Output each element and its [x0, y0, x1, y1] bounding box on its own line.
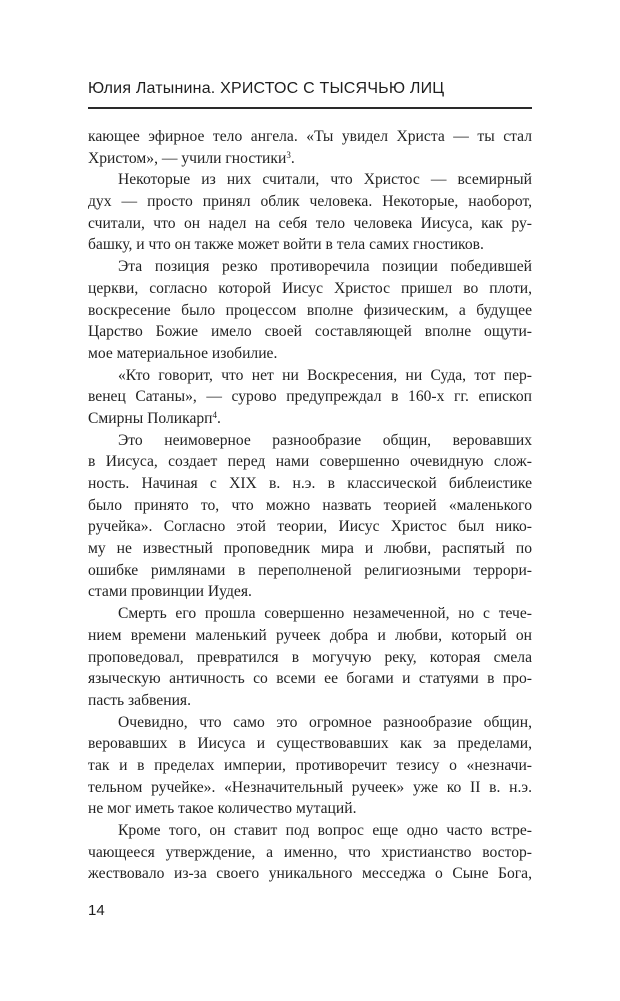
trailing-punctuation: .: [290, 149, 295, 167]
text-line-content: Кроме того, он ставит под вопрос еще одно часто встре-: [118, 822, 532, 839]
text-line: [88, 191, 532, 213]
text-line-content: в Иисуса, создает перед нами совершенно очевидную слож-: [88, 453, 532, 471]
text-line-content: мое материальное изобилие.: [88, 344, 278, 362]
text-line-content: Смерть его прошла совершенно незамеченной, но с тече-: [118, 605, 532, 623]
text-line: [88, 256, 532, 278]
text-line: [88, 842, 532, 864]
body-text: [88, 126, 532, 885]
text-line: [88, 278, 532, 300]
text-line: [88, 386, 532, 408]
text-line-content: дух — просто принял облик человека. Некоторые, наоборот,: [88, 193, 532, 211]
text-line: [88, 863, 532, 885]
text-line-content: не мог иметь такое количество мутаций.: [88, 800, 357, 818]
text-line: [88, 733, 532, 755]
text-line-content: чающееся утверждение, а именно, что христианство востор-: [88, 843, 532, 861]
text-line-content: проповедовал, превратился в могучую реку, которая смела: [88, 648, 532, 666]
text-line-content: нием времени маленький ручеек добра и любви, который он: [88, 626, 532, 644]
text-line-content: языческую античность со всеми ее богами и статуями в про-: [88, 670, 532, 688]
text-line: [88, 581, 532, 603]
text-line-content: воскресение было процессом вполне физическим, а будущее: [88, 301, 532, 319]
text-line: [88, 625, 532, 647]
text-line: [88, 148, 532, 170]
text-line-content: ручейка». Согласно этой теории, Иисус Христос был нико-: [88, 518, 532, 536]
text-line-content: Христом», — учили гностики: [88, 149, 287, 167]
text-line-content: пасть забвения.: [88, 691, 191, 709]
text-line: [88, 408, 532, 430]
text-line-content: считали, что он надел на себя тело человека Иисуса, как ру-: [88, 214, 532, 232]
text-line-content: так и в пределах империи, противоречит тезису о «незначи-: [88, 756, 532, 774]
text-line-content: веровавших в Иисуса и существовавших как за пределами,: [88, 735, 532, 753]
text-line: [88, 300, 532, 322]
text-line-content: Очевидно, что само это огромное разнообразие общин,: [118, 713, 532, 731]
text-line: [88, 430, 532, 452]
text-line: [88, 213, 532, 235]
text-line: [88, 798, 532, 820]
text-line-content: ошибке римлянами в переполненой религиозными террори-: [88, 561, 532, 579]
running-header: Юлия Латынина. ХРИСТОС С ТЫСЯЧЬЮ ЛИЦ: [88, 80, 445, 97]
text-line: [88, 365, 532, 387]
text-line-content: башку, и что он также может войти в тела самих гностиков.: [88, 236, 484, 254]
text-line-content: венец Сатаны», — сурово предупреждал в 160-х гг. епископ: [88, 388, 532, 406]
text-line-content: было принято то, что можно назвать теорией «маленького: [88, 496, 532, 514]
text-line-content: кающее эфирное тело ангела. «Ты увидел Христа — ты стал: [88, 128, 532, 145]
text-line-content: «Кто говорит, что нет ни Воскресения, ни Суда, тот пер-: [118, 366, 532, 384]
text-line: [88, 647, 532, 669]
text-line: [88, 820, 532, 842]
text-line-content: церкви, согласно которой Иисус Христос пришел во плоти,: [88, 279, 532, 297]
text-line-content: ность. Начиная с XIX в. н.э. в классической библеистике: [88, 475, 532, 492]
text-line-content: Смирны Поликарп: [88, 409, 213, 427]
text-line: [88, 473, 532, 495]
text-line-content: жествовало из-за своего уникального месседжа о Сыне Бога,: [88, 865, 532, 883]
text-line-content: Некоторые из них считали, что Христос — всемирный: [118, 171, 532, 189]
trailing-punctuation: .: [217, 409, 221, 427]
text-line: [88, 451, 532, 473]
text-line-content: тельном ручейке». «Незначительный ручеек» уже ко II в. н.э.: [88, 778, 532, 796]
text-line: [88, 560, 532, 582]
text-line: [88, 516, 532, 538]
text-line: [88, 668, 532, 690]
text-line: [88, 321, 532, 343]
footnote-marker: 4: [212, 409, 218, 420]
header-rule: [88, 107, 532, 109]
text-line-content: Царство Божие имело своей составляющей вполне ощути-: [88, 323, 532, 341]
text-line: [88, 343, 532, 365]
text-line: [88, 538, 532, 560]
text-line-content: Эта позиция резко противоречила позиции победившей: [118, 258, 532, 276]
text-line: [88, 495, 532, 517]
page-number: 14: [88, 902, 105, 919]
text-line-content: Это неимоверное разнообразие общин, веровавших: [118, 431, 532, 449]
text-line: [88, 126, 532, 148]
text-line-content: стами провинции Иудея.: [88, 583, 252, 601]
text-line: [88, 234, 532, 256]
text-line: [88, 712, 532, 734]
text-line: [88, 690, 532, 712]
text-line: [88, 777, 532, 799]
text-line: [88, 169, 532, 191]
footnote-marker: 3: [286, 149, 291, 160]
text-line: [88, 603, 532, 625]
text-line: [88, 755, 532, 777]
text-line-content: му не известный проповедник мира и любви, распятый по: [88, 540, 532, 558]
